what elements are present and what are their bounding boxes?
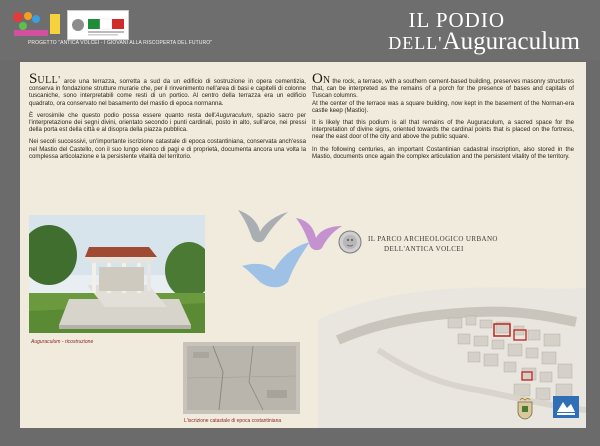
mibac-logo-icon <box>553 396 579 418</box>
italian-paragraph-1 <box>29 73 306 107</box>
italian-p2-a: È verosimile che questo podio possa essere quanto resta dell' <box>29 111 216 119</box>
bird-icon <box>238 210 288 242</box>
header-band <box>0 0 600 60</box>
content-panel <box>20 62 586 428</box>
english-text-column <box>312 73 574 165</box>
italian-dropcap: S <box>29 71 38 87</box>
inscription-caption: L'iscrizione catastale di epoca costantiniana <box>184 418 282 424</box>
title-main: Auguraculum <box>442 28 580 55</box>
park-medallion-icon <box>338 230 362 254</box>
italian-paragraph-3: Nei secoli successivi, un'importante iscrizione catastale di epoca costantiniana, conservata anch'essa nel Mastio del Castello, con il suo lungo elenco di pagi e di proprietà, documenta ancora una volta la complessa articolazione e la persistente vitalità del territorio. <box>29 138 306 160</box>
italian-lead-word: ULL' <box>37 75 61 86</box>
english-paragraph-1b: At the center of the terrace was a square building, now kept in the basement of the Norman-era castle keep (Mastio). <box>312 99 574 114</box>
park-title-line-1: IL PARCO ARCHEOLOGICO URBANO <box>368 235 498 243</box>
italian-paragraph-2 <box>29 112 306 134</box>
bird-icon <box>242 242 310 287</box>
english-dropcap: O <box>312 71 323 87</box>
title-line-2 <box>388 28 580 56</box>
english-paragraph-1 <box>312 73 574 100</box>
title-line-1: IL PODIO <box>408 8 505 32</box>
english-p1-text: the rock, a terrace, with a southern cement-based building, preserves masonry structures that, can be interpreted as the remains of a porch for the presence of bases and capitals of Tuscan columns. <box>312 78 574 100</box>
inscription-stone-image <box>183 342 300 414</box>
temple-caption: Auguraculum - ricostruzione <box>31 339 94 345</box>
italian-p2-italic: Auguraculum <box>215 111 252 119</box>
title-prefix: DELL' <box>388 33 443 53</box>
english-lead-word: N <box>322 75 331 86</box>
comune-emblem-icon <box>516 398 534 420</box>
temple-reconstruction-image <box>29 215 205 333</box>
project-subtitle: PROGETTO "ANTICA VOLCEI - I GIOVANI ALLA RISCOPERTA DEL FUTURO" <box>28 40 213 46</box>
english-paragraph-2: It is likely that this podium is all that remains of the Auguraculum, a sacred space for the interpretation of divine signs, oriented towards the cardinal points that is placed on the fortress, near the east door of the city and above the public square. <box>312 119 574 141</box>
italian-p2-b: , spazio sacro per l'interpretazione dei segni divini, orientato secondo i punti cardinali, posto in alto, sull'arce, nei pressi della porta est della città e al disopra della piazza pubblica. <box>29 111 306 134</box>
footer-band <box>0 432 600 446</box>
project-logo-icon <box>8 8 64 38</box>
italian-text-column <box>29 73 306 165</box>
english-paragraph-3: In the following centuries, an important Costantinian cadastral inscription, also stored in the Mastio, documents once again the complex articulation and the persistent vitality of the territory. <box>312 145 574 160</box>
park-title-line-2: DELL'ANTICA VOLCEI <box>384 245 464 253</box>
city-map <box>318 260 586 428</box>
institution-flag-logo-icon <box>67 10 129 40</box>
italian-p1-text: arce una terrazza, sorretta a sud da un edificio di sostruzione in opera cementizia, conserva in fondazione strutture murarie che, per il rinvenimento nell'area di basi e capitelli di colonne tuscaniche, sono interpretabili come resti di un portico. Al centro della terrazza era un edificio quadrato, ora conservato nel basamento del mastio di epoca normanna. <box>29 78 306 107</box>
